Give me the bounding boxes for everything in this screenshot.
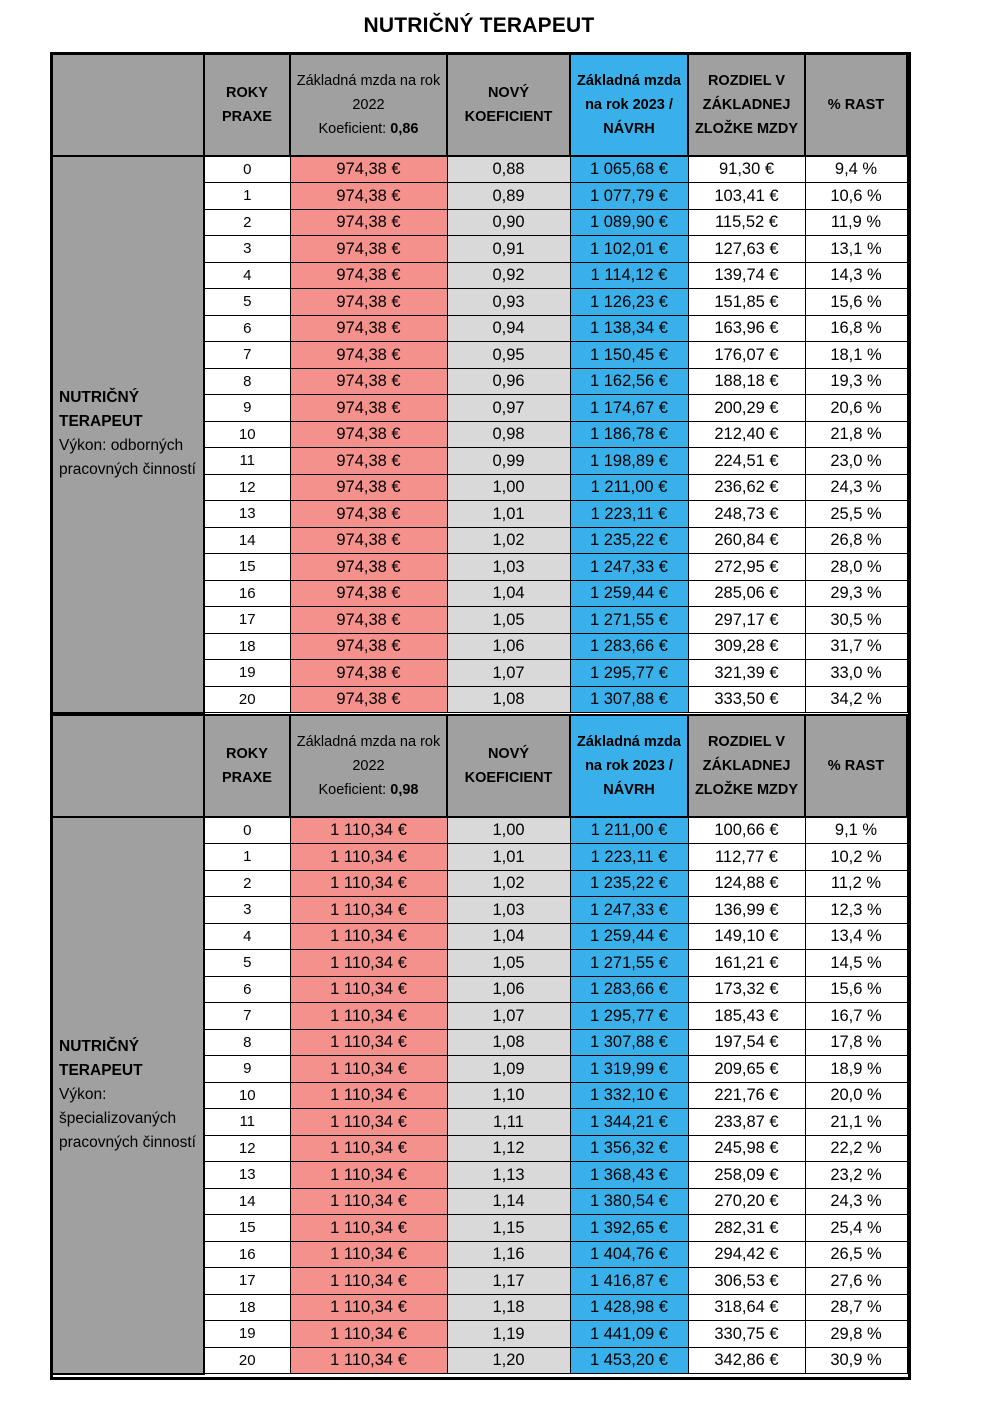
proposal-cell: 1 186,78 € [570, 421, 688, 448]
diff-cell: 236,62 € [688, 474, 805, 501]
years-cell: 13 [204, 1162, 290, 1189]
growth-cell: 24,3 % [805, 1188, 907, 1215]
header-base-salary [290, 715, 447, 817]
new-coef-cell: 1,04 [447, 580, 570, 607]
diff-cell: 197,54 € [688, 1029, 805, 1056]
years-cell: 1 [204, 844, 290, 871]
header-base-coef-value: 0,98 [390, 782, 419, 798]
diff-cell: 212,40 € [688, 421, 805, 448]
growth-cell: 29,8 % [805, 1321, 907, 1348]
base-salary-cell: 974,38 € [290, 236, 447, 263]
header-base-salary [290, 54, 447, 156]
diff-cell: 163,96 € [688, 315, 805, 342]
years-cell: 11 [204, 448, 290, 475]
proposal-cell: 1 150,45 € [570, 342, 688, 369]
header-diff: ROZDIEL V ZÁKLADNEJ ZLOŽKE MZDY [688, 715, 805, 817]
years-cell: 3 [204, 236, 290, 263]
diff-cell: 112,77 € [688, 844, 805, 871]
proposal-cell: 1 259,44 € [570, 580, 688, 607]
new-coef-cell: 1,12 [447, 1135, 570, 1162]
proposal-cell: 1 416,87 € [570, 1268, 688, 1295]
header-proposal: Základná mzda na rok 2023 / NÁVRH [570, 715, 688, 817]
new-coef-cell: 0,94 [447, 315, 570, 342]
years-cell: 18 [204, 633, 290, 660]
growth-cell: 25,4 % [805, 1215, 907, 1242]
base-salary-cell: 1 110,34 € [290, 950, 447, 977]
diff-cell: 115,52 € [688, 209, 805, 236]
base-salary-cell: 974,38 € [290, 633, 447, 660]
growth-cell: 10,6 % [805, 183, 907, 210]
new-coef-cell: 1,06 [447, 976, 570, 1003]
base-salary-cell: 974,38 € [290, 395, 447, 422]
base-salary-cell: 1 110,34 € [290, 1215, 447, 1242]
diff-cell: 200,29 € [688, 395, 805, 422]
new-coef-cell: 1,02 [447, 527, 570, 554]
table-header-row [52, 54, 907, 156]
diff-cell: 248,73 € [688, 501, 805, 528]
growth-cell: 33,0 % [805, 660, 907, 687]
years-cell: 7 [204, 1003, 290, 1030]
years-cell: 5 [204, 289, 290, 316]
growth-cell: 13,4 % [805, 923, 907, 950]
years-cell: 19 [204, 1321, 290, 1348]
growth-cell: 23,0 % [805, 448, 907, 475]
header-new-coef: NOVÝ KOEFICIENT [447, 54, 570, 156]
new-coef-cell: 1,01 [447, 501, 570, 528]
years-cell: 13 [204, 501, 290, 528]
proposal-cell: 1 138,34 € [570, 315, 688, 342]
salary-table-odborne [51, 53, 908, 714]
years-cell: 10 [204, 1082, 290, 1109]
proposal-cell: 1 259,44 € [570, 923, 688, 950]
new-coef-cell: 0,91 [447, 236, 570, 263]
proposal-cell: 1 198,89 € [570, 448, 688, 475]
growth-cell: 18,1 % [805, 342, 907, 369]
proposal-cell: 1 114,12 € [570, 262, 688, 289]
proposal-cell: 1 295,77 € [570, 1003, 688, 1030]
base-salary-cell: 1 110,34 € [290, 976, 447, 1003]
diff-cell: 297,17 € [688, 607, 805, 634]
proposal-cell: 1 283,66 € [570, 976, 688, 1003]
diff-cell: 100,66 € [688, 817, 805, 844]
new-coef-cell: 1,07 [447, 660, 570, 687]
growth-cell: 11,9 % [805, 209, 907, 236]
table-header-row [52, 715, 907, 817]
new-coef-cell: 1,16 [447, 1241, 570, 1268]
proposal-cell: 1 211,00 € [570, 474, 688, 501]
diff-cell: 185,43 € [688, 1003, 805, 1030]
new-coef-cell: 0,98 [447, 421, 570, 448]
years-cell: 0 [204, 817, 290, 844]
header-base-coef-value: 0,86 [390, 121, 419, 137]
years-cell: 4 [204, 923, 290, 950]
proposal-cell: 1 404,76 € [570, 1241, 688, 1268]
years-cell: 20 [204, 1347, 290, 1374]
diff-cell: 260,84 € [688, 527, 805, 554]
diff-cell: 306,53 € [688, 1268, 805, 1295]
header-base-coef-label: Koeficient: [318, 121, 387, 137]
base-salary-cell: 1 110,34 € [290, 897, 447, 924]
base-salary-cell: 974,38 € [290, 501, 447, 528]
base-salary-cell: 974,38 € [290, 289, 447, 316]
page-title: NUTRIČNÝ TERAPEUT [363, 14, 595, 37]
growth-cell: 27,6 % [805, 1268, 907, 1295]
base-salary-cell: 974,38 € [290, 607, 447, 634]
proposal-cell: 1 223,11 € [570, 501, 688, 528]
base-salary-cell: 974,38 € [290, 421, 447, 448]
diff-cell: 294,42 € [688, 1241, 805, 1268]
proposal-cell: 1 174,67 € [570, 395, 688, 422]
base-salary-cell: 1 110,34 € [290, 870, 447, 897]
new-coef-cell: 0,88 [447, 156, 570, 183]
new-coef-cell: 0,93 [447, 289, 570, 316]
years-cell: 4 [204, 262, 290, 289]
growth-cell: 28,0 % [805, 554, 907, 581]
base-salary-cell: 974,38 € [290, 342, 447, 369]
years-cell: 16 [204, 1241, 290, 1268]
new-coef-cell: 1,05 [447, 950, 570, 977]
proposal-cell: 1 453,20 € [570, 1347, 688, 1374]
growth-cell: 21,8 % [805, 421, 907, 448]
base-salary-cell: 1 110,34 € [290, 1135, 447, 1162]
diff-cell: 103,41 € [688, 183, 805, 210]
diff-cell: 149,10 € [688, 923, 805, 950]
new-coef-cell: 1,08 [447, 686, 570, 713]
growth-cell: 34,2 % [805, 686, 907, 713]
diff-cell: 136,99 € [688, 897, 805, 924]
years-cell: 2 [204, 209, 290, 236]
diff-cell: 173,32 € [688, 976, 805, 1003]
new-coef-cell: 1,17 [447, 1268, 570, 1295]
new-coef-cell: 1,20 [447, 1347, 570, 1374]
base-salary-cell: 1 110,34 € [290, 1082, 447, 1109]
base-salary-cell: 1 110,34 € [290, 1003, 447, 1030]
years-cell: 20 [204, 686, 290, 713]
new-coef-cell: 0,99 [447, 448, 570, 475]
base-salary-cell: 1 110,34 € [290, 1241, 447, 1268]
proposal-cell: 1 211,00 € [570, 817, 688, 844]
proposal-cell: 1 441,09 € [570, 1321, 688, 1348]
header-base-salary-label: Základná mzda na rok 2022 [296, 73, 441, 113]
proposal-cell: 1 271,55 € [570, 607, 688, 634]
diff-cell: 127,63 € [688, 236, 805, 263]
growth-cell: 23,2 % [805, 1162, 907, 1189]
proposal-cell: 1 368,43 € [570, 1162, 688, 1189]
growth-cell: 29,3 % [805, 580, 907, 607]
diff-cell: 151,85 € [688, 289, 805, 316]
growth-cell: 10,2 % [805, 844, 907, 871]
diff-cell: 91,30 € [688, 156, 805, 183]
proposal-cell: 1 319,99 € [570, 1056, 688, 1083]
category-name: NUTRIČNÝ TERAPEUT [59, 389, 143, 431]
base-salary-cell: 974,38 € [290, 368, 447, 395]
new-coef-cell: 1,01 [447, 844, 570, 871]
table-body [52, 715, 907, 1374]
growth-cell: 18,9 % [805, 1056, 907, 1083]
diff-cell: 176,07 € [688, 342, 805, 369]
category-cell [52, 156, 204, 713]
table-body [52, 54, 907, 713]
header-empty-cell [52, 54, 204, 156]
base-salary-cell: 1 110,34 € [290, 923, 447, 950]
header-growth: % RAST [805, 54, 907, 156]
base-salary-cell: 974,38 € [290, 448, 447, 475]
diff-cell: 233,87 € [688, 1109, 805, 1136]
new-coef-cell: 0,92 [447, 262, 570, 289]
new-coef-cell: 1,06 [447, 633, 570, 660]
new-coef-cell: 0,95 [447, 342, 570, 369]
proposal-cell: 1 356,32 € [570, 1135, 688, 1162]
new-coef-cell: 1,19 [447, 1321, 570, 1348]
base-salary-cell: 974,38 € [290, 660, 447, 687]
base-salary-cell: 1 110,34 € [290, 1268, 447, 1295]
new-coef-cell: 0,89 [447, 183, 570, 210]
years-cell: 11 [204, 1109, 290, 1136]
category-description: Výkon: odborných pracovných činností [59, 437, 196, 479]
years-cell: 18 [204, 1294, 290, 1321]
diff-cell: 285,06 € [688, 580, 805, 607]
new-coef-cell: 1,07 [447, 1003, 570, 1030]
header-proposal: Základná mzda na rok 2023 / NÁVRH [570, 54, 688, 156]
base-salary-cell: 974,38 € [290, 474, 447, 501]
years-cell: 8 [204, 1029, 290, 1056]
header-growth: % RAST [805, 715, 907, 817]
new-coef-cell: 1,09 [447, 1056, 570, 1083]
growth-cell: 12,3 % [805, 897, 907, 924]
new-coef-cell: 1,05 [447, 607, 570, 634]
new-coef-cell: 1,11 [447, 1109, 570, 1136]
years-cell: 15 [204, 554, 290, 581]
new-coef-cell: 1,14 [447, 1188, 570, 1215]
diff-cell: 321,39 € [688, 660, 805, 687]
diff-cell: 245,98 € [688, 1135, 805, 1162]
proposal-cell: 1 295,77 € [570, 660, 688, 687]
years-cell: 16 [204, 580, 290, 607]
proposal-cell: 1 344,21 € [570, 1109, 688, 1136]
proposal-cell: 1 065,68 € [570, 156, 688, 183]
base-salary-cell: 1 110,34 € [290, 1029, 447, 1056]
diff-cell: 282,31 € [688, 1215, 805, 1242]
growth-cell: 26,5 % [805, 1241, 907, 1268]
base-salary-cell: 1 110,34 € [290, 1109, 447, 1136]
proposal-cell: 1 392,65 € [570, 1215, 688, 1242]
new-coef-cell: 1,08 [447, 1029, 570, 1056]
proposal-cell: 1 235,22 € [570, 870, 688, 897]
diff-cell: 272,95 € [688, 554, 805, 581]
growth-cell: 22,2 % [805, 1135, 907, 1162]
growth-cell: 21,1 % [805, 1109, 907, 1136]
base-salary-cell: 1 110,34 € [290, 1162, 447, 1189]
diff-cell: 330,75 € [688, 1321, 805, 1348]
diff-cell: 333,50 € [688, 686, 805, 713]
salary-table-specializovane [51, 714, 908, 1375]
new-coef-cell: 1,03 [447, 897, 570, 924]
diff-cell: 342,86 € [688, 1347, 805, 1374]
new-coef-cell: 1,15 [447, 1215, 570, 1242]
proposal-cell: 1 247,33 € [570, 897, 688, 924]
years-cell: 9 [204, 1056, 290, 1083]
diff-cell: 258,09 € [688, 1162, 805, 1189]
diff-cell: 270,20 € [688, 1188, 805, 1215]
growth-cell: 30,9 % [805, 1347, 907, 1374]
proposal-cell: 1 307,88 € [570, 686, 688, 713]
proposal-cell: 1 332,10 € [570, 1082, 688, 1109]
category-cell [52, 817, 204, 1374]
header-new-coef: NOVÝ KOEFICIENT [447, 715, 570, 817]
diff-cell: 124,88 € [688, 870, 805, 897]
growth-cell: 30,5 % [805, 607, 907, 634]
years-cell: 2 [204, 870, 290, 897]
proposal-cell: 1 247,33 € [570, 554, 688, 581]
diff-cell: 309,28 € [688, 633, 805, 660]
years-cell: 14 [204, 527, 290, 554]
category-description: Výkon: špecializovaných pracovných činností [59, 1086, 196, 1152]
base-salary-cell: 1 110,34 € [290, 844, 447, 871]
header-base-coef-label: Koeficient: [318, 782, 387, 798]
base-salary-cell: 1 110,34 € [290, 1294, 447, 1321]
diff-cell: 139,74 € [688, 262, 805, 289]
years-cell: 12 [204, 474, 290, 501]
growth-cell: 15,6 % [805, 289, 907, 316]
base-salary-cell: 974,38 € [290, 209, 447, 236]
base-salary-cell: 974,38 € [290, 315, 447, 342]
years-cell: 17 [204, 607, 290, 634]
base-salary-cell: 974,38 € [290, 156, 447, 183]
years-cell: 15 [204, 1215, 290, 1242]
years-cell: 17 [204, 1268, 290, 1295]
growth-cell: 20,0 % [805, 1082, 907, 1109]
new-coef-cell: 0,97 [447, 395, 570, 422]
proposal-cell: 1 307,88 € [570, 1029, 688, 1056]
years-cell: 6 [204, 315, 290, 342]
growth-cell: 14,5 % [805, 950, 907, 977]
growth-cell: 20,6 % [805, 395, 907, 422]
header-diff: ROZDIEL V ZÁKLADNEJ ZLOŽKE MZDY [688, 54, 805, 156]
new-coef-cell: 1,03 [447, 554, 570, 581]
diff-cell: 221,76 € [688, 1082, 805, 1109]
growth-cell: 15,6 % [805, 976, 907, 1003]
proposal-cell: 1 380,54 € [570, 1188, 688, 1215]
new-coef-cell: 0,90 [447, 209, 570, 236]
proposal-cell: 1 077,79 € [570, 183, 688, 210]
new-coef-cell: 1,00 [447, 474, 570, 501]
diff-cell: 161,21 € [688, 950, 805, 977]
new-coef-cell: 1,10 [447, 1082, 570, 1109]
diff-cell: 188,18 € [688, 368, 805, 395]
growth-cell: 26,8 % [805, 527, 907, 554]
growth-cell: 28,7 % [805, 1294, 907, 1321]
base-salary-cell: 974,38 € [290, 580, 447, 607]
years-cell: 10 [204, 421, 290, 448]
years-cell: 8 [204, 368, 290, 395]
proposal-cell: 1 089,90 € [570, 209, 688, 236]
diff-cell: 224,51 € [688, 448, 805, 475]
base-salary-cell: 974,38 € [290, 262, 447, 289]
base-salary-cell: 1 110,34 € [290, 1321, 447, 1348]
new-coef-cell: 0,96 [447, 368, 570, 395]
proposal-cell: 1 283,66 € [570, 633, 688, 660]
base-salary-cell: 974,38 € [290, 554, 447, 581]
new-coef-cell: 1,00 [447, 817, 570, 844]
years-cell: 19 [204, 660, 290, 687]
growth-cell: 25,5 % [805, 501, 907, 528]
category-name: NUTRIČNÝ TERAPEUT [59, 1038, 143, 1080]
growth-cell: 24,3 % [805, 474, 907, 501]
growth-cell: 13,1 % [805, 236, 907, 263]
growth-cell: 11,2 % [805, 870, 907, 897]
proposal-cell: 1 271,55 € [570, 950, 688, 977]
growth-cell: 31,7 % [805, 633, 907, 660]
growth-cell: 9,4 % [805, 156, 907, 183]
base-salary-cell: 974,38 € [290, 686, 447, 713]
growth-cell: 17,8 % [805, 1029, 907, 1056]
growth-cell: 9,1 % [805, 817, 907, 844]
growth-cell: 16,7 % [805, 1003, 907, 1030]
base-salary-cell: 1 110,34 € [290, 1188, 447, 1215]
growth-cell: 16,8 % [805, 315, 907, 342]
header-years: ROKY PRAXE [204, 54, 290, 156]
years-cell: 5 [204, 950, 290, 977]
years-cell: 9 [204, 395, 290, 422]
base-salary-cell: 1 110,34 € [290, 1347, 447, 1374]
table-row [52, 156, 907, 183]
years-cell: 6 [204, 976, 290, 1003]
base-salary-cell: 974,38 € [290, 527, 447, 554]
base-salary-cell: 1 110,34 € [290, 817, 447, 844]
base-salary-cell: 974,38 € [290, 183, 447, 210]
proposal-cell: 1 223,11 € [570, 844, 688, 871]
new-coef-cell: 1,02 [447, 870, 570, 897]
growth-cell: 19,3 % [805, 368, 907, 395]
header-years: ROKY PRAXE [204, 715, 290, 817]
new-coef-cell: 1,18 [447, 1294, 570, 1321]
years-cell: 1 [204, 183, 290, 210]
header-empty-cell [52, 715, 204, 817]
header-base-salary-label: Základná mzda na rok 2022 [296, 734, 441, 774]
proposal-cell: 1 428,98 € [570, 1294, 688, 1321]
years-cell: 7 [204, 342, 290, 369]
years-cell: 14 [204, 1188, 290, 1215]
base-salary-cell: 1 110,34 € [290, 1056, 447, 1083]
years-cell: 12 [204, 1135, 290, 1162]
table-row [52, 817, 907, 844]
diff-cell: 318,64 € [688, 1294, 805, 1321]
proposal-cell: 1 102,01 € [570, 236, 688, 263]
new-coef-cell: 1,13 [447, 1162, 570, 1189]
years-cell: 0 [204, 156, 290, 183]
proposal-cell: 1 162,56 € [570, 368, 688, 395]
proposal-cell: 1 235,22 € [570, 527, 688, 554]
proposal-cell: 1 126,23 € [570, 289, 688, 316]
years-cell: 3 [204, 897, 290, 924]
growth-cell: 14,3 % [805, 262, 907, 289]
diff-cell: 209,65 € [688, 1056, 805, 1083]
new-coef-cell: 1,04 [447, 923, 570, 950]
